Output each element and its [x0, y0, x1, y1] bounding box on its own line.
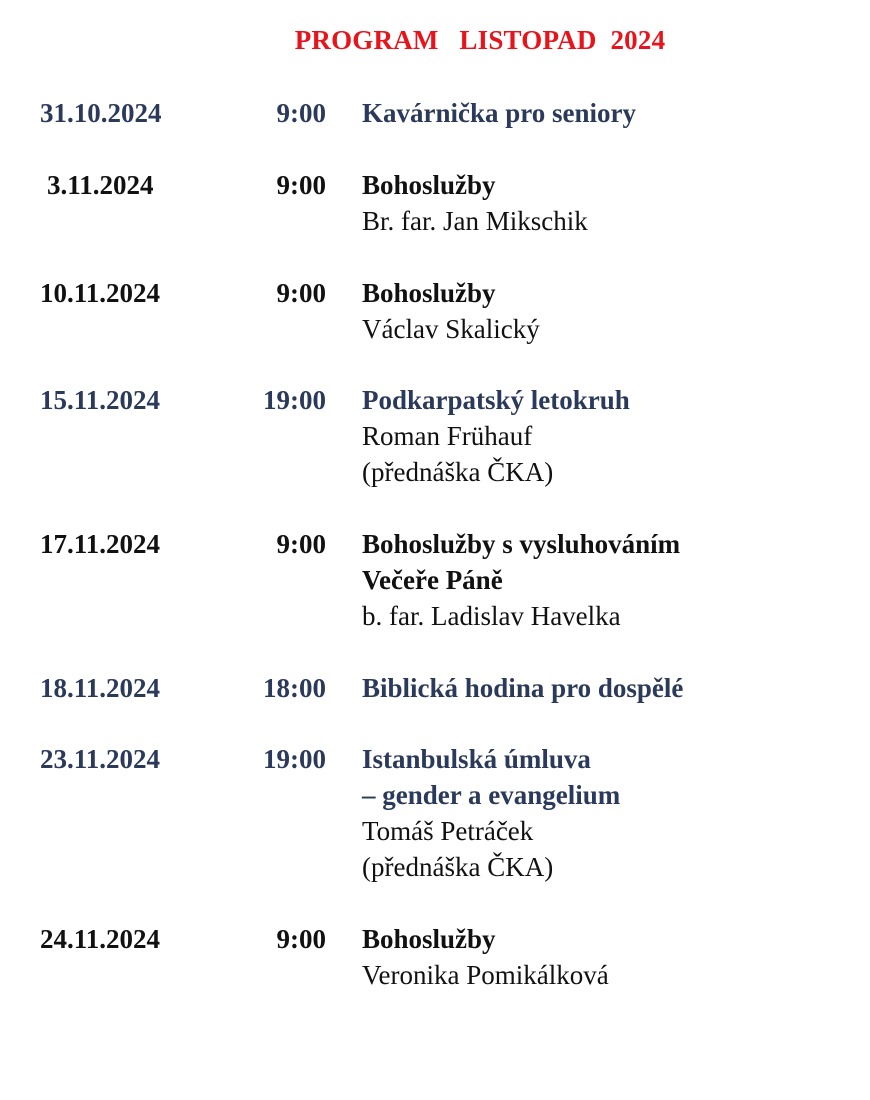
- event-description: [362, 670, 683, 706]
- event-speaker: Roman Frühauf: [362, 421, 533, 451]
- event-speaker: Tomáš Petráček: [362, 816, 534, 846]
- event-description: [362, 741, 620, 885]
- event-title: Bohoslužby: [362, 924, 496, 954]
- page-title: PROGRAM LISTOPAD 2024: [294, 25, 666, 55]
- event-title: Podkarpatský letokruh: [362, 385, 630, 415]
- event-time: 9:00: [276, 278, 326, 308]
- event-note: (přednáška ČKA): [362, 852, 554, 882]
- event-speaker: Václav Skalický: [362, 314, 540, 344]
- event-date: 17.11.2024: [40, 529, 161, 559]
- event-description: [362, 95, 636, 131]
- event-time: 9:00: [276, 170, 326, 200]
- event-time: 18:00: [263, 673, 326, 703]
- event-time: 9:00: [276, 924, 326, 954]
- event-description: [362, 921, 609, 993]
- event-date: 31.10.2024: [40, 98, 162, 128]
- event-date: 23.11.2024: [40, 744, 161, 774]
- event-title-continued: – gender a evangelium: [362, 780, 621, 810]
- event-note: (přednáška ČKA): [362, 457, 554, 487]
- event-title: Kavárnička pro seniory: [362, 98, 637, 128]
- event-title: Biblická hodina pro dospělé: [362, 673, 684, 703]
- event-title: Bohoslužby: [362, 170, 496, 200]
- event-description: [362, 167, 588, 239]
- event-date: 24.11.2024: [40, 924, 161, 954]
- event-title: Bohoslužby s vysluhováním: [362, 529, 681, 559]
- event-time: 9:00: [276, 98, 326, 128]
- event-description: [362, 382, 630, 490]
- event-speaker: Veronika Pomikálková: [362, 960, 609, 990]
- event-time: 9:00: [276, 529, 326, 559]
- event-date: 15.11.2024: [40, 385, 161, 415]
- event-title: Istanbulská úmluva: [362, 744, 591, 774]
- event-time: 19:00: [263, 744, 326, 774]
- event-title-continued: Večeře Páně: [362, 565, 503, 595]
- event-date: 18.11.2024: [40, 673, 161, 703]
- event-speaker: b. far. Ladislav Havelka: [362, 601, 621, 631]
- event-time: 19:00: [263, 385, 326, 415]
- event-date: 10.11.2024: [40, 278, 161, 308]
- event-date: 3.11.2024: [47, 170, 154, 200]
- event-description: [362, 275, 540, 347]
- event-description: [362, 526, 680, 634]
- event-speaker: Br. far. Jan Mikschik: [362, 206, 588, 236]
- event-title: Bohoslužby: [362, 278, 496, 308]
